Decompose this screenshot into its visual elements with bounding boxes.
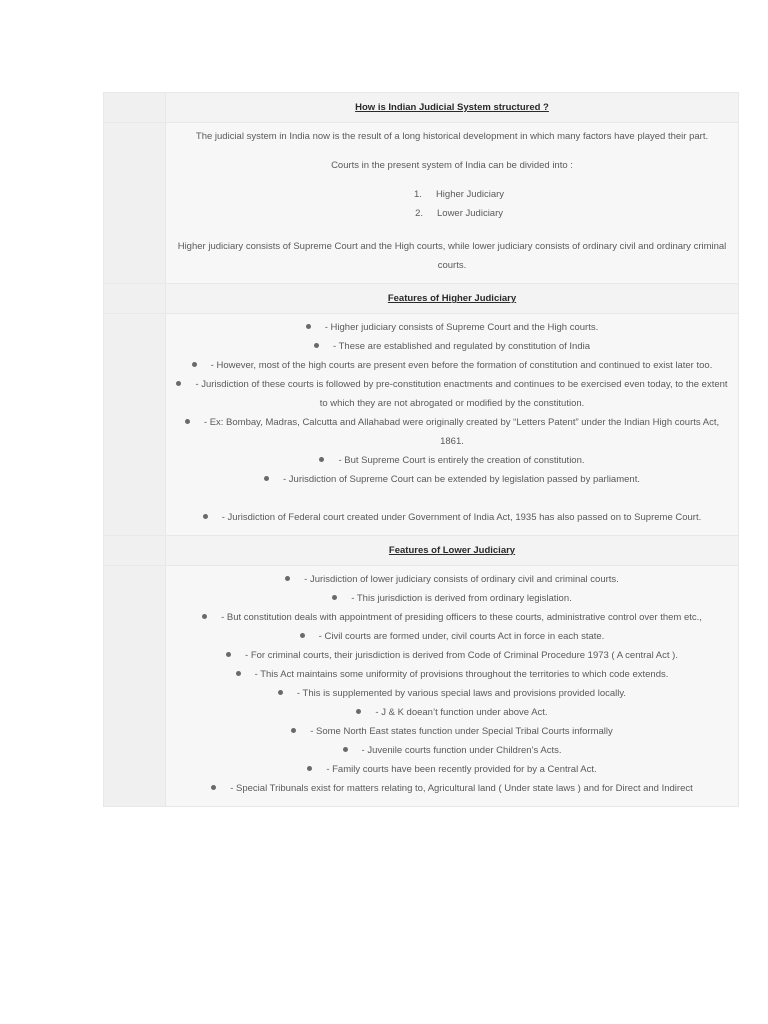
- list-item: [172, 185, 732, 204]
- heading-row: [104, 284, 739, 314]
- list-item: [172, 356, 732, 375]
- heading-row: [104, 536, 739, 566]
- left-cell: [104, 314, 166, 536]
- bullet-icon: [264, 476, 269, 481]
- left-cell: [104, 566, 166, 807]
- list-item: [172, 684, 732, 703]
- bullet-icon: [202, 614, 207, 619]
- content-cell: [166, 123, 739, 284]
- list-item: [172, 204, 732, 223]
- content-cell: [166, 314, 739, 536]
- bullet-icon: [236, 671, 241, 676]
- list-item-text: - Jurisdiction of Federal court created under Government of India Act, 1935 has also passed on to Supreme Court.: [221, 512, 702, 523]
- list-item-text: - Jurisdiction of lower judiciary consists of ordinary civil and criminal courts.: [304, 574, 619, 585]
- paragraph: Higher judiciary consists of Supreme Court and the High courts, while lower judiciary consists of ordinary civil and ordinary criminal courts.: [177, 241, 727, 271]
- heading-cell: [166, 284, 739, 314]
- bullet-icon: [226, 652, 231, 657]
- left-cell: [104, 536, 166, 566]
- list-item: [172, 337, 732, 356]
- list-item-text: - Juvenile courts function under Children’s Acts.: [361, 745, 562, 756]
- heading-row: [104, 93, 739, 123]
- bullet-icon: [307, 766, 312, 771]
- list-item-text: - J & K doean’t function under above Act.: [375, 707, 548, 718]
- content-row: [104, 566, 739, 807]
- bullet-icon: [285, 576, 290, 581]
- list-item: [172, 779, 732, 798]
- list-item-text: - This is supplemented by various special laws and provisions provided locally.: [296, 688, 627, 699]
- content-row: [104, 314, 739, 536]
- list-item-text: Lower Judiciary: [437, 208, 503, 219]
- bullet-icon: [211, 785, 216, 790]
- list-item-text: - But constitution deals with appointment of presiding officers to these courts, administrative control over them etc.,: [221, 612, 702, 623]
- bullet-icon: [192, 362, 197, 367]
- bullet-list: [172, 570, 732, 798]
- list-item-text: - This jurisdiction is derived from ordinary legislation.: [351, 593, 572, 604]
- document-table: [103, 92, 739, 807]
- list-item: [172, 508, 732, 527]
- list-item-text: - These are established and regulated by constitution of India: [332, 341, 591, 352]
- list-item: [172, 646, 732, 665]
- list-number: 1.: [414, 189, 422, 200]
- section-heading: Features of Lower Judiciary: [388, 545, 516, 556]
- list-item: [172, 570, 732, 589]
- heading-cell: [166, 93, 739, 123]
- bullet-icon: [314, 343, 319, 348]
- bullet-icon: [291, 728, 296, 733]
- list-item: [172, 451, 732, 470]
- bullet-icon: [332, 595, 337, 600]
- paragraph: The judicial system in India now is the result of a long historical development in which many factors have played their part.: [195, 131, 709, 142]
- left-cell: [104, 284, 166, 314]
- bullet-icon: [203, 514, 208, 519]
- list-item-text: - Higher judiciary consists of Supreme Court and the High courts.: [324, 322, 599, 333]
- list-item: [172, 608, 732, 627]
- heading-cell: [166, 536, 739, 566]
- list-item-text: - For criminal courts, their jurisdiction is derived from Code of Criminal Procedure 1973 ( A central Act ).: [245, 650, 678, 661]
- list-item: [172, 413, 732, 451]
- list-item-text: - But Supreme Court is entirely the creation of constitution.: [338, 455, 585, 466]
- list-item: [172, 375, 732, 413]
- list-item-text: - Jurisdiction of these courts is followed by pre-constitution enactments and continues to be exercised even today, to the extent to which they are not abrogated or modified by the constitution.: [195, 379, 728, 409]
- list-item: [172, 589, 732, 608]
- list-item-text: - Family courts have been recently provided for by a Central Act.: [326, 764, 597, 775]
- bullet-list: [172, 318, 732, 527]
- list-item-text: - Special Tribunals exist for matters relating to, Agricultural land ( Under state laws ) and for Direct and Indirect: [230, 783, 693, 794]
- left-cell: [104, 93, 166, 123]
- bullet-icon: [356, 709, 361, 714]
- content-row: [104, 123, 739, 284]
- list-item: [172, 627, 732, 646]
- list-spacer: [172, 489, 732, 508]
- list-item: [172, 760, 732, 779]
- list-item: [172, 665, 732, 684]
- list-item-text: - Some North East states function under Special Tribal Courts informally: [310, 726, 613, 737]
- list-item-text: Higher Judiciary: [435, 189, 505, 200]
- bullet-icon: [278, 690, 283, 695]
- content-cell: [166, 566, 739, 807]
- list-item: [172, 741, 732, 760]
- bullet-icon: [306, 324, 311, 329]
- bullet-icon: [185, 419, 190, 424]
- list-item: [172, 318, 732, 337]
- bullet-icon: [343, 747, 348, 752]
- paragraph: Courts in the present system of India can be divided into :: [331, 160, 573, 171]
- bullet-icon: [300, 633, 305, 638]
- list-number: 2.: [415, 208, 423, 219]
- list-item-text: - Ex: Bombay, Madras, Calcutta and Allahabad were originally created by “Letters Patent” under the Indian High courts Act, 1861.: [203, 417, 720, 447]
- list-item-text: - Civil courts are formed under, civil courts Act in force in each state.: [318, 631, 605, 642]
- bullet-icon: [176, 381, 181, 386]
- list-item: [172, 703, 732, 722]
- section-heading: How is Indian Judicial System structured ?: [355, 102, 549, 113]
- list-item-text: - However, most of the high courts are present even before the formation of constitution and continued to exist later too.: [210, 360, 713, 371]
- list-item: [172, 722, 732, 741]
- left-cell: [104, 123, 166, 284]
- list-item: [172, 470, 732, 489]
- numbered-list: [172, 185, 732, 223]
- section-heading: Features of Higher Judiciary: [387, 293, 517, 304]
- list-item-text: - This Act maintains some uniformity of provisions throughout the territories to which code extends.: [254, 669, 669, 680]
- bullet-icon: [319, 457, 324, 462]
- list-item-text: - Jurisdiction of Supreme Court can be extended by legislation passed by parliament.: [283, 474, 640, 485]
